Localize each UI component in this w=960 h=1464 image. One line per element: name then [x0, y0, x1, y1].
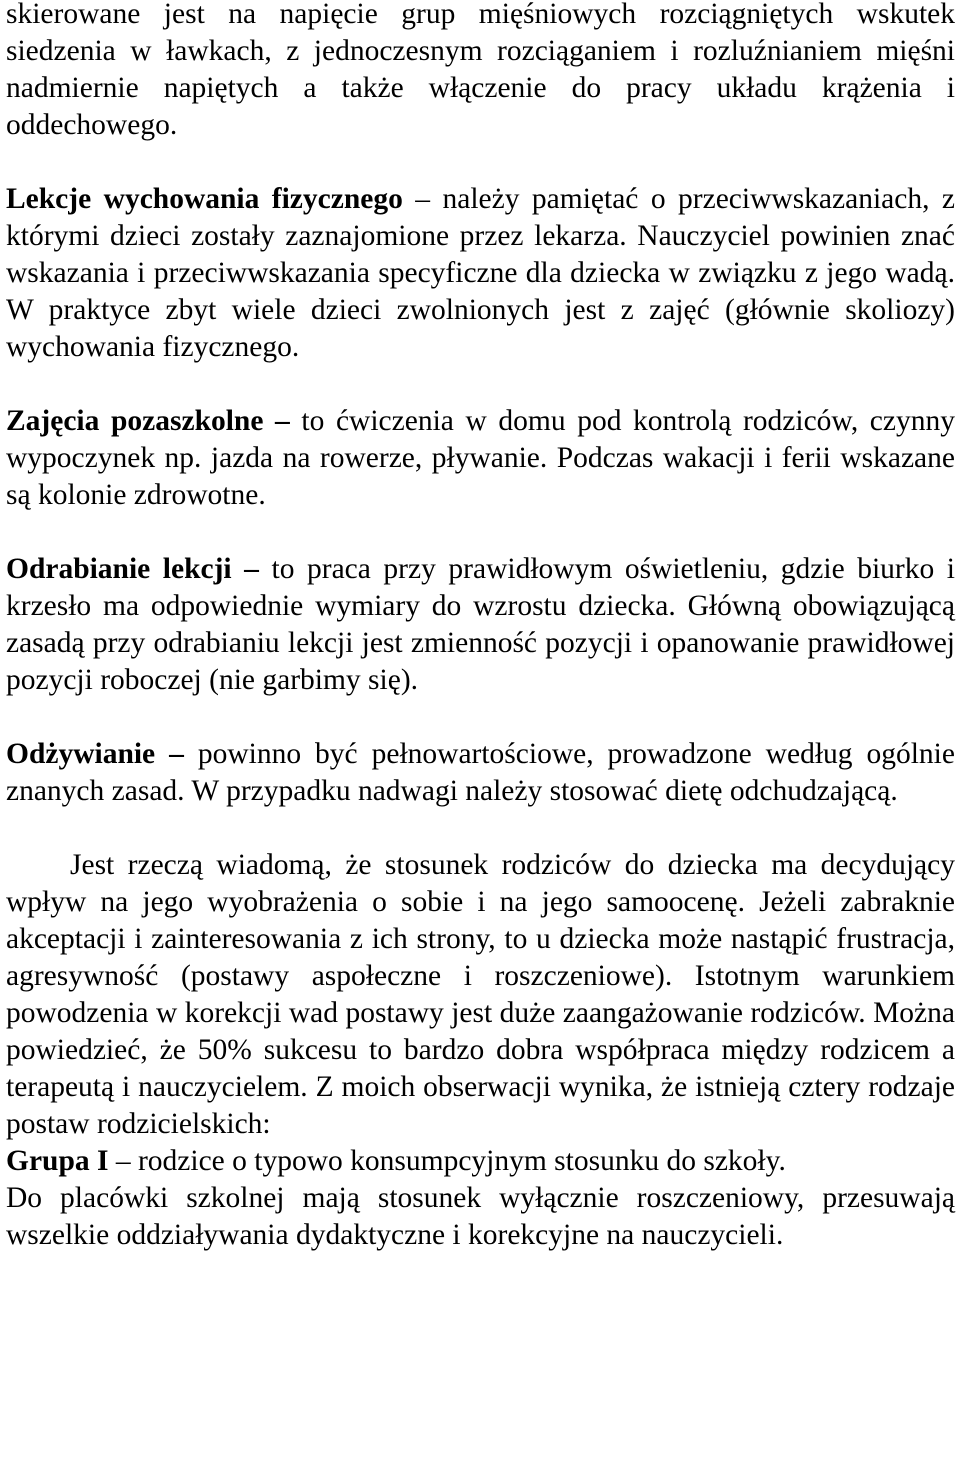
paragraph-text: to ćwiczenia w domu pod kontrolą rodziców, czynny wypoczynek np. jazda na rowerze, pływanie. Podczas wakacji i ferii wskazane są kolonie zdrowotne. — [6, 405, 955, 511]
document-page — [6, 0, 955, 1254]
paragraph-physical-education — [6, 181, 955, 366]
paragraph-text: Jest rzeczą wiadomą, że stosunek rodziców do dziecka ma decydujący wpływ na jego wyobrażenia o sobie i na jego samoocenę. Jeżeli zabraknie akceptacji i zainteresowania z ich strony, to u dziecka może nastąpić frustracja, agresywność (postawy aspołeczne i roszczeniowe). Istotnym warunkiem powodzenia w korekcji wad postawy jest duże zaangażowanie rodziców. Można powiedzieć, że 50% sukcesu to bardzo dobra współpraca między rodzicem a terapeutą i nauczycielem. Z moich obserwacji wynika, że istnieją cztery rodzaje postaw rodzicielskich: — [6, 849, 955, 1140]
paragraph-homework — [6, 551, 955, 699]
paragraph-parents-attitude — [6, 847, 955, 1143]
term-heading: Odżywianie – — [6, 738, 184, 770]
term-heading: Odrabianie lekcji – — [6, 553, 259, 585]
paragraph-nutrition — [6, 736, 955, 810]
paragraph-text: skierowane jest na napięcie grup mięśniowych rozciągniętych wskutek siedzenia w ławkach, z jednoczesnym rozciąganiem i rozluźnianiem mięśni nadmiernie napiętych a także włączenie do pracy układu krążenia i oddechowego. — [6, 0, 955, 141]
paragraph-group-one-description — [6, 1180, 955, 1254]
paragraph-posture-exercises — [6, 0, 955, 144]
paragraph-text: należy pamiętać o przeciwwskazaniach, z którymi dzieci zostały zaznajomione przez lekarza. Nauczyciel powinien znać wskazania i przeciwwskazania specyficzne dla dziecka w związku z jego wadą. W praktyce zbyt wiele dzieci zwolnionych jest z zajęć (głównie skoliozy) wychowania fizycznego. — [6, 183, 955, 363]
paragraph-text: – rodzice o typowo konsumpcyjnym stosunku do szkoły. — [108, 1145, 786, 1177]
term-heading: Lekcje wychowania fizycznego — [6, 183, 403, 215]
paragraph-text: to praca przy prawidłowym oświetleniu, gdzie biurko i krzesło ma odpowiednie wymiary do wzrostu dziecka. Główną obowiązującą zasadą przy odrabianiu lekcji jest zmienność pozycji i opanowanie prawidłowej pozycji roboczej (nie garbimy się). — [6, 553, 955, 696]
term-heading: Grupa I — [6, 1145, 109, 1177]
paragraph-extracurricular — [6, 403, 955, 514]
term-heading: Zajęcia pozaszkolne – — [6, 405, 290, 437]
paragraph-text: powinno być pełnowartościowe, prowadzone według ogólnie znanych zasad. W przypadku nadwagi należy stosować dietę odchudzającą. — [6, 738, 955, 807]
paragraph-text: Do placówki szkolnej mają stosunek wyłącznie roszczeniowy, przesuwają wszelkie oddziaływania dydaktyczne i korekcyjne na nauczycieli. — [6, 1182, 955, 1251]
term-dash: – — [402, 183, 443, 215]
paragraph-group-one — [6, 1143, 955, 1180]
